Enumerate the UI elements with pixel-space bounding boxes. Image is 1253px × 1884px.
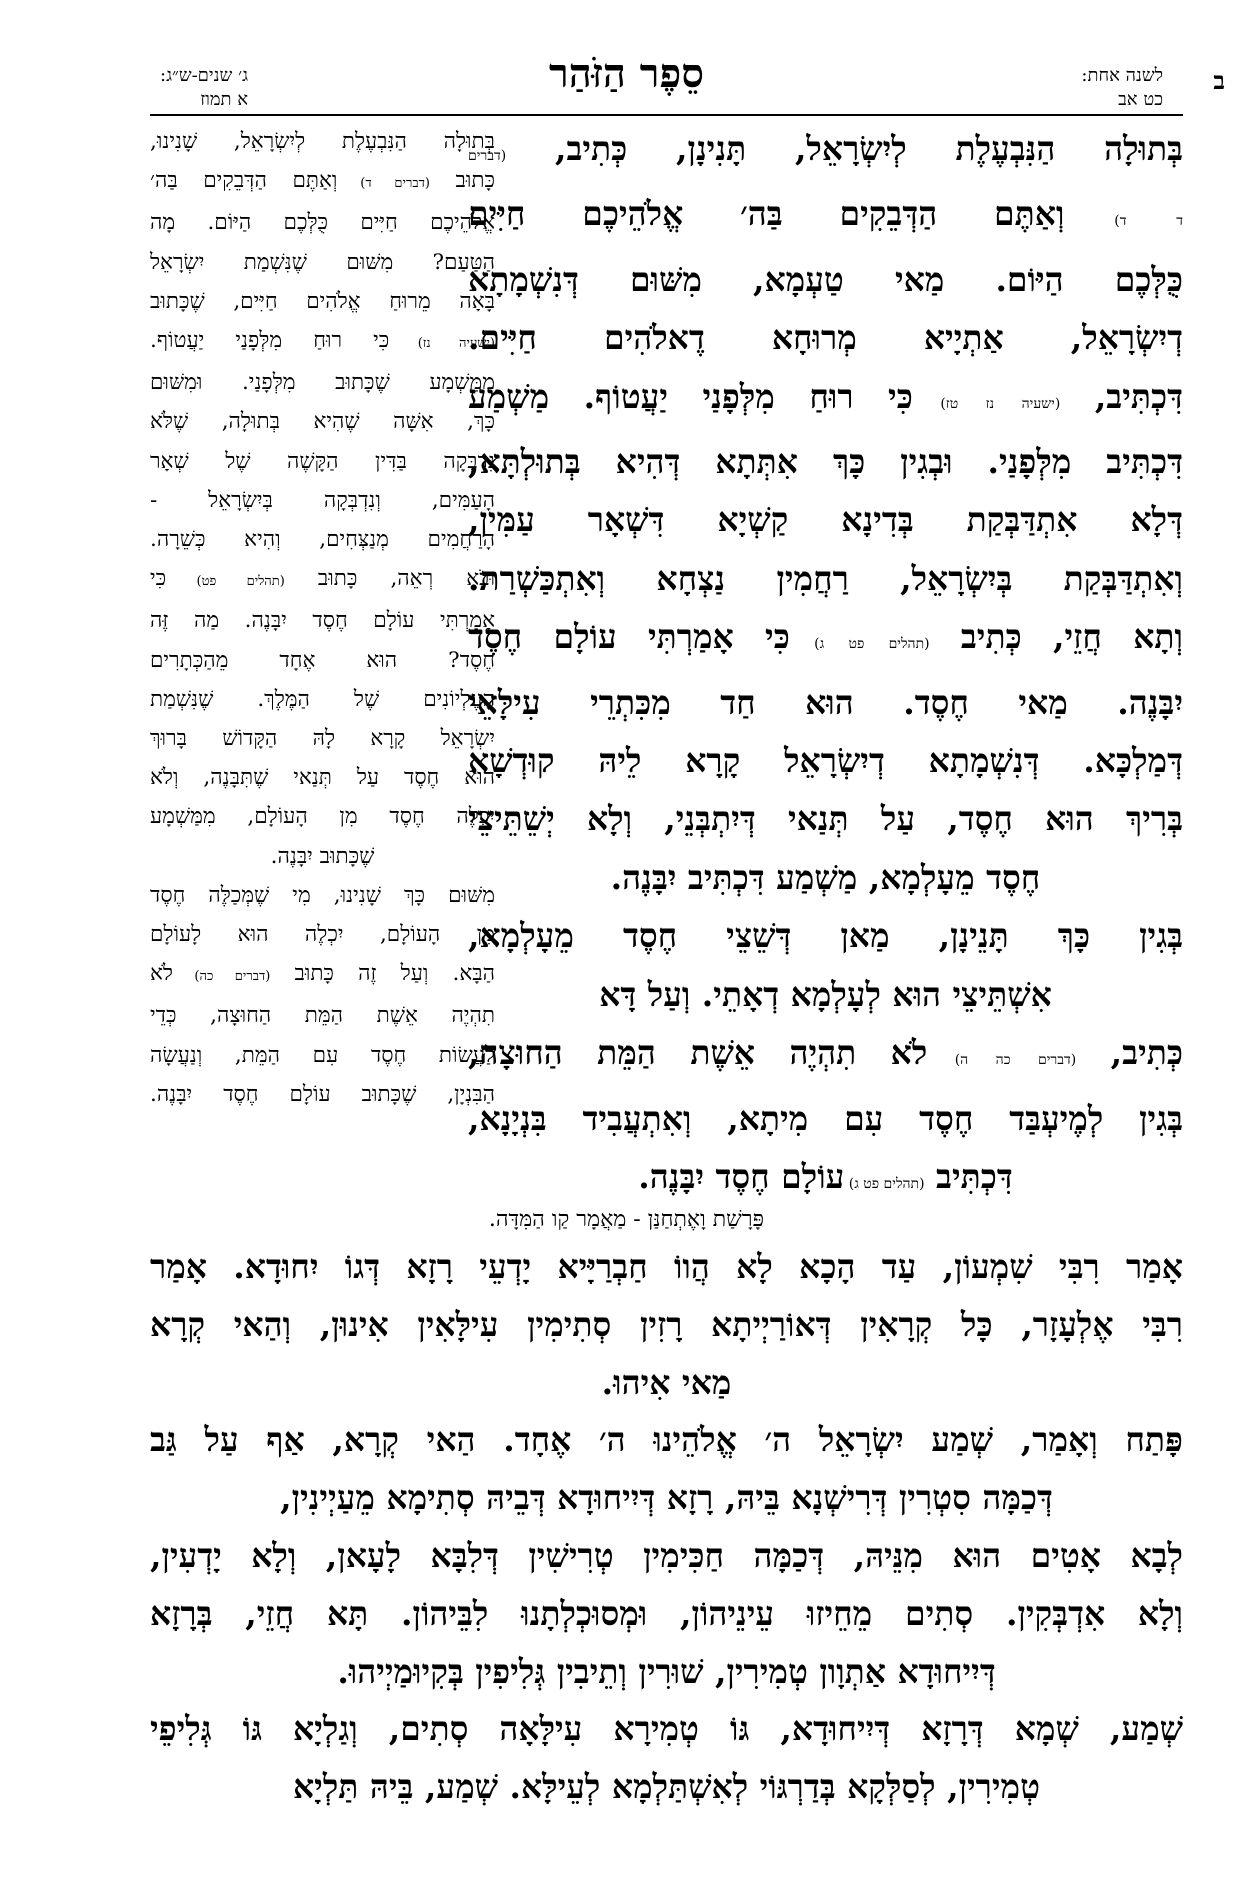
text-line (150, 122, 495, 161)
text-segment: הָרַחֲמִים מְנַצְּחִים, וְהִיא כְּשֵׁרָה. (150, 527, 495, 553)
text-segment: וְאִתְדַּבְּקַת בְּיִשְׂרָאֵל, רַחֲמִין נַצְחָא וְאִתְכַּשְׁרַת. (468, 558, 1183, 598)
text-segment: כָּתוּב (429, 168, 495, 194)
text-line (150, 402, 495, 441)
text-segment: הַבָּא. וְעַל זֶה כָּתוּב (270, 961, 495, 987)
text-line (150, 1643, 1183, 1701)
text-segment: הַבִּנְיָן, שֶׁכָּתוּב עוֹלָם חֶסֶד יִבָּנֶה. (150, 1081, 495, 1107)
text-segment: וְאַתֶּם הַדְּבֵקִים בַּה׳ (150, 168, 338, 194)
text-segment: שֶׁכָּתוּב יִבָּנֶה. (270, 843, 375, 869)
text-line (150, 243, 495, 282)
text-line (150, 1238, 1183, 1296)
scripture-reference: ד ד) (1064, 213, 1183, 230)
text-segment: דְּיִיחוּדָא אַתְוָון טְמִירִין, שׁוּרִין וְתֵיבִין גְּלִיפִין בְּקִיוּמַיְיהוּ. (337, 1651, 996, 1691)
text-line (468, 608, 1183, 673)
text-line (150, 719, 495, 758)
text-segment: דְּכַמָּה סִטְרִין דְּרִישְׁנָא בֵּיהּ, רָזָא דְּיִיחוּדָא דְּבֵיהּ סְתִימָא מֵעַיְינִין, (280, 1478, 1053, 1518)
text-segment: הוּא חֶסֶד עַל תְּנַאי שֶׁתִּבָּנֶה, וְלֹא (150, 765, 495, 791)
text-segment: אָמַרְתִּי עוֹלָם חֶסֶד יִבָּנֶה. מַה זֶּה (150, 608, 495, 634)
text-line (150, 520, 495, 559)
text-line (468, 491, 1183, 549)
text-line (468, 185, 1183, 250)
page-number: ב (1213, 66, 1225, 95)
text-segment: כֻּלְּכֶם הַיּוֹם. מַאי טַעְמָא, מִשּׁוּם דְּנִשְׁמָתָא (468, 259, 1183, 299)
text-line (150, 1036, 495, 1075)
text-segment: מַאי אִיהוּ. (601, 1362, 732, 1402)
text-line (150, 1527, 1183, 1585)
text-line (150, 1758, 1183, 1816)
text-line (468, 674, 1183, 732)
text-segment: מִשּׁוּם כָּךְ שָׁנִינוּ, מִי שֶׁמְּכַלֶּה חֶסֶד (150, 882, 495, 908)
text-line (150, 161, 495, 203)
schedule-label: לשנה אחת: (1081, 65, 1163, 86)
text-segment: בְּגִין כָּךְ תָּנֵינָן, מַאן דְּשֵׁצֵי חֶסֶד מֵעָלְמָא, (468, 916, 1183, 956)
scripture-reference: (דברים כה ה) (927, 1052, 1077, 1069)
text-segment: דִּכְתִּיב, (1060, 376, 1183, 416)
text-line (468, 1090, 1183, 1148)
text-segment: אֱלֹהֵיכֶם חַיִּים כֻּלְּכֶם הַיּוֹם. מָה (150, 210, 495, 236)
text-segment: כִּי (150, 566, 167, 592)
text-segment: כִּי רוּחַ מִלְּפָנַי יַעֲטוֹף. מַשְׁמַע (468, 376, 913, 416)
text-line (150, 837, 495, 876)
schedule-date: א תמוז (200, 89, 249, 110)
scripture-reference: (תהלים פט ג) (844, 1175, 925, 1192)
text-segment: לְבָא אָטִים הוּא מִנֵּיהּ, דְּכַמָּה חַכִּימִין טְרִישִׁין דְּלִבָּא לָעָאן, וְלָא יָדְעִין, (150, 1535, 1183, 1575)
text-segment: הָעֶלְיוֹנִים שֶׁל הַמֶּלֶךְ. שֶׁנִּשְׁמַת (150, 686, 495, 712)
text-segment: הָעַמִּים, וְנִדְבְּקָה בְּיִשְׂרָאֵל - (150, 487, 495, 513)
text-line (150, 915, 495, 954)
text-line (150, 1411, 1183, 1469)
text-line (468, 732, 1183, 790)
text-segment: אִשְׁתֵּיצֵי הוּא לְעָלְמָא דְאָתֵי. וְעַל דָּא (599, 974, 1052, 1014)
text-segment: בְּגִין לְמֶיעְבַּד חֶסֶד עִם מִיתָא, וְאִתְעֲבִיד בִּנְיָנָא, (468, 1098, 1183, 1138)
text-line (150, 797, 495, 836)
scripture-reference: (תהלים פט) (166, 574, 285, 590)
text-line (150, 559, 495, 601)
text-line (468, 849, 1183, 907)
text-line (468, 433, 1183, 491)
aramaic-text-column (468, 120, 1183, 1213)
text-line (468, 790, 1183, 848)
text-line (150, 876, 495, 915)
text-segment: חֶסֶד? הוּא אֶחָד מֵהַכְּתָרִים (150, 647, 495, 673)
text-segment: דְּלָא אִתְדַּבְּקַת בְּדִינָא קַשְׁיָא דִּשְׁאָר עַמִּין, (468, 500, 1183, 540)
text-line (150, 1700, 1183, 1758)
text-segment: דְיִשְׂרָאֵל, אַתְיָיא מְרוּחָא דֶאלֹהִים חַיִּים. (468, 318, 1183, 358)
text-segment: בְּתוּלָה הַנִּבְעֶלֶת לְיִשְׂרָאֵל, תָּנִינָן, כְּתִיב, (506, 129, 1183, 168)
text-line (150, 442, 495, 481)
text-segment: לֹא תִהְיֶה אֵשֶׁת הַמֵּת הַחוּצָה, (468, 1033, 928, 1073)
text-line (150, 758, 495, 797)
text-segment: פָּתַח וְאָמַר, שְׁמַע יִשְׂרָאֵל ה׳ אֱלֹהֵינוּ ה׳ אֶחָד. הַאי קְרָא, אַף עַל גַּב (150, 1420, 1183, 1460)
text-line (150, 1354, 1183, 1412)
text-line (150, 1469, 1183, 1527)
text-segment: וְאַתֶּם הַדְּבֵקִים בַּה׳ אֱלֹהֵיכֶם חַיִּים (468, 194, 1065, 234)
text-segment: אָמַר רִבִּי שִׁמְעוֹן, עַד הָכָא לָא הֲווֹ חַבְרַיָּיא יָדְעֵי רָזָא דְּגוֹ יִחוּדָא. אָמַר (150, 1247, 1183, 1286)
text-segment: דִּכְתִּיב מִלְּפָנַי. וּבְגִין כָּךְ אִתְּתָא דְּהִיא בְּתוּלְתָּא, (468, 442, 1183, 482)
text-segment: בְּתוּלָה הַנִּבְעֶלֶת לְיִשְׂרָאֵל, שָׁנִינוּ, (150, 129, 495, 154)
text-line (150, 321, 495, 363)
text-segment: כִּי רוּחַ מִלְּפָנַי יַעֲטוֹף. (150, 328, 390, 354)
text-segment: דִּכְתִּיב (924, 1156, 1013, 1196)
text-segment: תִהְיֶה אֵשֶׁת הַמֵּת הַחוּצָה, כְּדֵי (150, 1003, 495, 1029)
text-segment: וְלָא אִדְבְּקִין. סְתִים מֵחֵיזוּ עֵינֵיהוֹן, וּמְסוּכְלְתָנוּ לִבֵּיהוֹן. תָּא חֲזֵי, בְּרָזָא (150, 1593, 1183, 1633)
hebrew-translation-column (150, 122, 495, 1114)
text-segment: לַעֲשׂוֹת חֶסֶד עִם הַמֵּת, וְנַעֲשָׂה (150, 1042, 495, 1068)
text-segment: נִדְבְּקָה בַּדִּין הַקָּשֶׁה שֶׁל שְׁאָר (150, 448, 495, 474)
text-line (468, 368, 1183, 433)
text-segment: יִכְלֶה חֶסֶד מִן הָעוֹלָם, מִמַּשְׁמָע (150, 804, 495, 830)
text-line (150, 680, 495, 719)
text-segment: כָּךְ, אִשָּׁה שֶׁהִיא בְּתוּלָה, שֶׁלֹּא (150, 409, 495, 435)
text-segment: הַטַּעַם? מִשּׁוּם שֶׁנִּשְׁמַת יִשְׂרָאֵל (150, 249, 495, 275)
text-line (150, 203, 495, 242)
schedule-date: כט אב (1118, 89, 1163, 110)
text-line (468, 251, 1183, 309)
text-segment: מִן הָעוֹלָם, יִכְלֶה הוּא לָעוֹלָם (150, 922, 495, 948)
text-segment: דְּמַלְכָּא. דְּנִשְׁמָתָא דְיִשְׂרָאֵל קָרָא לֵיהּ קוּדְשָׁא (468, 741, 1183, 781)
text-line (150, 601, 495, 640)
text-line (468, 1024, 1183, 1089)
text-segment: מִמַּשְׁמָע שֶׁכָּתוּב מִלְּפָנַי. וּמִשּׁוּם (150, 370, 495, 396)
text-line (150, 363, 495, 402)
section-title: פָּרָשַׁת וָאֶתְחַנַּן - מַאֲמָר קַו הַמִּדָּה. (488, 1207, 765, 1232)
text-segment: לֹא (150, 961, 173, 987)
text-line (468, 309, 1183, 367)
text-line (150, 282, 495, 321)
lower-text-block (150, 1238, 1183, 1816)
scripture-reference: (ישעיה נז טז) (912, 395, 1061, 412)
text-segment: רִבִּי אֶלְעָזָר, כָּל קְרָאִין דְּאוֹרַיְיתָא רָזִין סְתִימִין עִילָּאִין אִינוּן, וְהַאי קְרָא (150, 1304, 1183, 1344)
scripture-reference: (תהלים פט ג) (789, 636, 930, 653)
text-line (150, 641, 495, 680)
text-segment: חֶסֶד מֵעָלְמָא, מַשְׁמַע דִּכְתִּיב יִבָּנֶה. (610, 857, 1041, 897)
text-line (150, 1296, 1183, 1354)
text-line (150, 1585, 1183, 1643)
text-segment: כִּי אָמַרְתִּי עוֹלָם חֶסֶד (468, 617, 790, 657)
text-segment: טְמִירִין, לְסַלְּקָא בְּדַרְגּוֹי לְאִשְׁתַּלְמָא לְעֵילָּא. שְׁמַע, בֵּיהּ תַּלְיָא (292, 1767, 1040, 1807)
scripture-reference: (דברים ד) (337, 176, 430, 192)
text-line (150, 996, 495, 1035)
text-line (150, 954, 495, 996)
text-segment: וְתָא חֲזֵי, כְּתִיב (929, 617, 1183, 657)
text-line (150, 481, 495, 520)
text-line (468, 120, 1183, 185)
text-line (468, 907, 1183, 965)
text-segment: כְּתִיב, (1076, 1033, 1183, 1073)
scripture-reference: (ישעיה נז) (389, 336, 495, 352)
header-divider (150, 114, 1183, 116)
text-segment: יִבָּנֶה. מַאי חֶסֶד. הוּא חַד מִכִּתְרֵי עִילָּאֵי (468, 682, 1183, 722)
text-line (468, 550, 1183, 608)
scripture-reference: (דברים כה) (172, 969, 271, 985)
text-line (468, 966, 1183, 1024)
text-line (468, 1148, 1183, 1213)
text-segment: שְׁמַע, שְׁמָא דְּרָזָא דְּיִיחוּדָא, גּוֹ טְמִירָא עִילָּאָה סְתִים, וְגַלְיָא גּוֹ גְּלִיפֵי (150, 1709, 1183, 1749)
study-schedule-three-years (160, 64, 248, 112)
book-title: סֵפֶר הַזֹּהַר (549, 50, 704, 97)
text-segment: עוֹלָם חֶסֶד יִבָּנֶה. (638, 1156, 845, 1196)
scripture-reference: (דברים (468, 148, 507, 164)
text-segment: בָּאָה מֵרוּחַ אֱלֹהִים חַיִּים, שֶׁכָּתוּב (150, 288, 495, 314)
text-segment: יִשְׂרָאֵל קָרָא לָהּ הַקָּדוֹשׁ בָּרוּךְ (150, 726, 495, 752)
text-segment: בְּרִיךְ הוּא חֶסֶד, עַל תְּנַאי דְּיִתְבְּנֵי, וְלָא יְשֵׁתֵּיצֵי (468, 799, 1183, 839)
schedule-label: ג׳ שנים-ש״ג: (160, 65, 249, 86)
text-line (150, 1075, 495, 1114)
text-segment: וּבֹא רְאֵה, כָּתוּב (284, 566, 495, 592)
